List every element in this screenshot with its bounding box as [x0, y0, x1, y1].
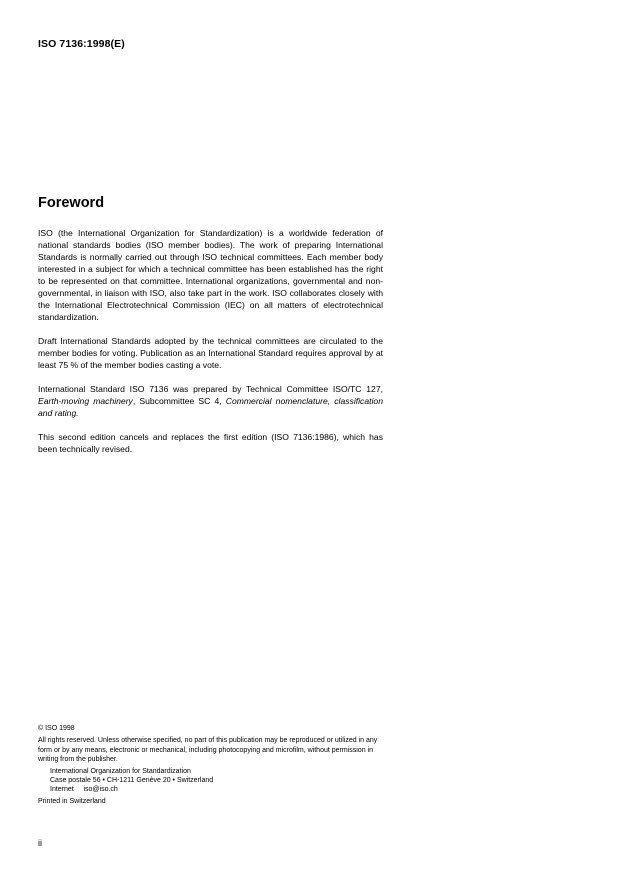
foreword-paragraph-voting: Draft International Standards adopted by the technical committees are circulated to the member bodies for voting. Publication as an International Standard requires approval by at least 75 % of the member bodies casting a vote.	[38, 336, 383, 370]
postal-address: Case postale 56 • CH-1211 Genève 20 • Switzerland	[50, 777, 214, 785]
rights-notice: All rights reserved. Unless otherwise specified, no part of this publication may be reproduced or utilized in any form or by any means, electronic or mechanical, including photocopying and microfilm, without permission in writing from the publisher.	[38, 737, 378, 764]
internet-contact: Internet iso@iso.ch	[50, 786, 118, 794]
copyright-block	[38, 724, 383, 806]
committee-name: Earth-moving machinery	[38, 396, 133, 406]
foreword-body	[38, 227, 383, 455]
subcommittee-name: Commercial nomenclature, classification and rating.	[38, 396, 383, 418]
copyright-line: © ISO 1998	[38, 725, 75, 732]
foreword-paragraph-edition: This second edition cancels and replaces the first edition (ISO 7136:1986), which has been technically revised.	[38, 432, 383, 454]
printed-in: Printed in Switzerland	[38, 797, 106, 805]
foreword-paragraph-preparation	[38, 383, 383, 419]
foreword-heading: Foreword	[38, 195, 105, 211]
page-number: ii	[38, 838, 42, 848]
foreword-paragraph-iso: ISO (the International Organization for Standardization) is a worldwide federation of national standards bodies (ISO member bodies). The work of preparing International Standards is normally carried out through ISO technical committees. Each member body interested in a subject for which a technical committee has been established has the right to be represented on that committee. International organizations, governmental and non-governmental, in liaison with ISO, also take part in the work. ISO collaborates closely with the International Electrotechnical Commission (IEC) on all matters of electrotechnical standardization.	[38, 228, 383, 322]
preparation-prefix: International Standard ISO 7136 was prepared by Technical Committee ISO/TC 127,	[38, 384, 383, 394]
document-id: ISO 7136:1998(E)	[38, 38, 125, 50]
preparation-middle: , Subcommittee SC 4,	[132, 396, 226, 406]
organization-name: International Organization for Standardization	[50, 767, 191, 775]
